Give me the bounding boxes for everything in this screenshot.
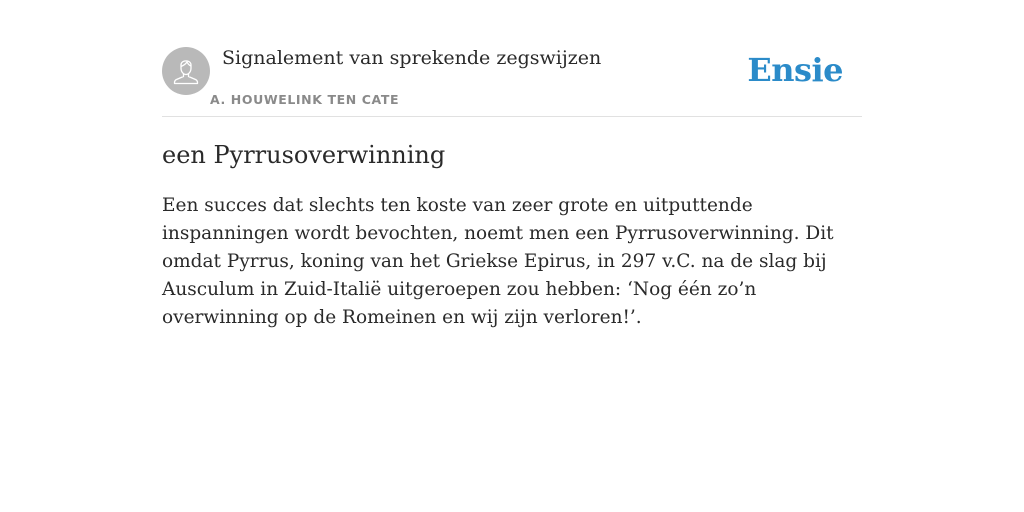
entry-term: een Pyrrusoverwinning	[162, 141, 446, 169]
source-header	[162, 46, 862, 117]
entry-definition: Een succes dat slechts ten koste van zeer grote en uitputtende inspanningen wordt bevochten, noemt men een Pyrrusoverwinning. Dit omdat Pyrrus, koning van het Griekse Epirus, in 297 v.C. na de slag bij Ausculum in Zuid-Italië uitgeroepen zou hebben: ‘Nog één zo’n overwinning op de Romeinen en wij zijn verloren!’.	[162, 195, 834, 328]
ensie-logo[interactable]: Ensie	[747, 51, 843, 89]
author-name[interactable]: A. HOUWELINK TEN CATE	[210, 92, 400, 107]
source-title[interactable]: Signalement van sprekende zegswijzen	[222, 47, 602, 69]
user-silhouette-icon	[162, 47, 210, 95]
author-avatar[interactable]	[162, 47, 210, 95]
